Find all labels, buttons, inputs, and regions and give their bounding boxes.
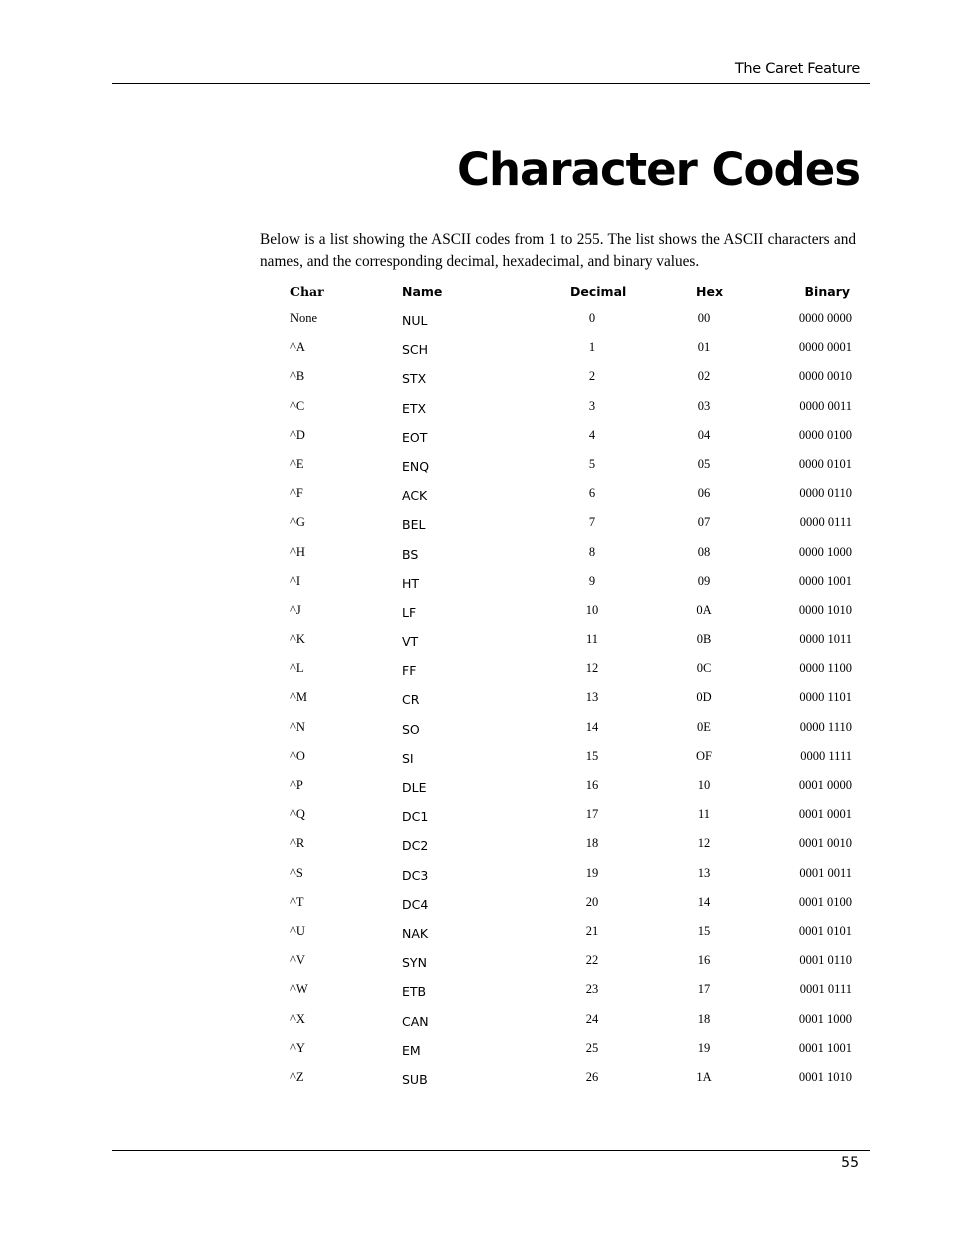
cell-name: SO — [402, 721, 420, 737]
table-row — [0, 690, 954, 719]
cell-name: BS — [402, 546, 419, 562]
cell-name: DC4 — [402, 896, 429, 912]
table-row — [0, 428, 954, 457]
cell-char: ^A — [290, 340, 305, 355]
cell-hex: 08 — [697, 544, 711, 559]
table-row — [0, 486, 954, 515]
table-row — [0, 895, 954, 924]
table-row — [0, 924, 954, 953]
cell-char: ^S — [290, 865, 303, 880]
cell-decimal: 10 — [585, 602, 599, 617]
cell-name: CAN — [402, 1013, 429, 1029]
cell-name: SYN — [402, 955, 427, 971]
table-row — [0, 982, 954, 1011]
table-row — [0, 340, 954, 369]
cell-binary: 0000 1110 — [799, 719, 852, 734]
cell-hex: 12 — [697, 836, 711, 851]
cell-hex: OF — [696, 748, 712, 763]
cell-name: DC1 — [402, 809, 429, 825]
table-row — [0, 749, 954, 778]
cell-decimal: 3 — [588, 398, 596, 413]
cell-char: ^W — [290, 982, 308, 997]
table-header — [0, 284, 954, 304]
cell-char: ^G — [290, 515, 305, 530]
footer-rule — [112, 1150, 870, 1151]
cell-char: ^B — [290, 369, 305, 384]
cell-char: ^X — [290, 1011, 305, 1026]
cell-hex: 0A — [696, 602, 712, 617]
column-header-name: Name — [402, 284, 443, 299]
cell-decimal: 25 — [585, 1040, 599, 1055]
table-row — [0, 661, 954, 690]
cell-hex: 11 — [697, 807, 711, 822]
column-header-char: Char — [290, 284, 324, 299]
cell-decimal: 16 — [585, 778, 599, 792]
cell-hex: 18 — [697, 1011, 711, 1026]
cell-decimal: 19 — [585, 865, 599, 880]
cell-decimal: 12 — [585, 661, 599, 676]
cell-char: ^D — [290, 427, 305, 442]
cell-decimal: 15 — [585, 748, 599, 763]
cell-decimal: 1 — [588, 340, 596, 355]
cell-binary: 0001 0011 — [799, 865, 852, 880]
table-row — [0, 1041, 954, 1070]
cell-hex: 13 — [697, 865, 711, 880]
cell-hex: 0E — [697, 719, 711, 734]
cell-name: STX — [402, 371, 427, 387]
cell-name: DLE — [402, 780, 427, 795]
cell-decimal: 5 — [588, 456, 596, 471]
cell-binary: 0000 1000 — [798, 544, 852, 559]
cell-name: SCH — [402, 342, 429, 358]
cell-hex: 01 — [697, 340, 711, 355]
cell-char: ^H — [290, 544, 305, 559]
cell-hex: 19 — [697, 1040, 711, 1055]
table-row — [0, 574, 954, 603]
table-row — [0, 836, 954, 865]
cell-binary: 0000 0110 — [799, 486, 852, 501]
cell-hex: 0C — [696, 661, 712, 676]
cell-char: ^K — [290, 632, 305, 647]
cell-name: NAK — [402, 925, 429, 941]
table-row — [0, 457, 954, 486]
cell-decimal: 14 — [585, 719, 599, 734]
table-row — [0, 778, 954, 807]
cell-name: ENQ — [402, 458, 430, 474]
cell-char: ^Q — [290, 807, 305, 822]
cell-binary: 0000 1010 — [798, 602, 852, 617]
cell-hex: 06 — [697, 486, 711, 501]
cell-binary: 0001 0010 — [798, 836, 852, 851]
table-row — [0, 1012, 954, 1041]
cell-name: ETX — [402, 400, 427, 416]
cell-hex: 10 — [697, 778, 711, 792]
cell-decimal: 9 — [588, 573, 596, 588]
cell-decimal: 21 — [585, 923, 599, 938]
cell-hex: 15 — [697, 923, 711, 938]
column-header-hex: Hex — [696, 284, 724, 299]
cell-decimal: 13 — [585, 690, 599, 705]
cell-hex: 07 — [697, 515, 711, 530]
cell-char: ^R — [290, 836, 305, 851]
table-row — [0, 807, 954, 836]
cell-name: SUB — [402, 1071, 428, 1087]
cell-binary: 0000 0101 — [798, 456, 852, 471]
table-row — [0, 720, 954, 749]
header-rule — [112, 83, 870, 84]
cell-binary: 0000 1101 — [799, 690, 852, 705]
cell-binary: 0001 0100 — [798, 894, 852, 909]
column-header-decimal: Decimal — [570, 284, 627, 299]
cell-char: ^N — [290, 719, 305, 734]
cell-name: DC3 — [402, 867, 429, 883]
cell-decimal: 24 — [585, 1011, 599, 1026]
cell-binary: 0001 0001 — [798, 807, 852, 822]
cell-name: VT — [402, 634, 419, 650]
table-row — [0, 1070, 954, 1099]
cell-hex: 00 — [697, 311, 711, 325]
cell-hex: 09 — [697, 573, 711, 588]
cell-binary: 0000 1100 — [799, 661, 852, 676]
cell-hex: 02 — [697, 369, 711, 384]
cell-binary: 0000 0001 — [798, 340, 852, 355]
cell-binary: 0001 0101 — [798, 923, 852, 938]
cell-char: ^T — [290, 894, 304, 909]
cell-hex: 17 — [697, 982, 711, 997]
cell-binary: 0000 0000 — [798, 311, 852, 325]
cell-char: ^Y — [290, 1040, 305, 1055]
cell-char: ^F — [290, 486, 303, 501]
cell-decimal: 7 — [588, 515, 596, 530]
cell-name: EOT — [402, 429, 428, 445]
cell-char: ^U — [290, 923, 305, 938]
cell-char: ^M — [290, 690, 307, 705]
cell-char: ^C — [290, 398, 305, 413]
cell-name: ACK — [402, 488, 428, 504]
cell-hex: 1A — [696, 1069, 712, 1084]
cell-char: ^E — [290, 456, 304, 471]
cell-decimal: 6 — [588, 486, 596, 501]
cell-char: ^I — [290, 573, 301, 588]
cell-binary: 0000 1111 — [800, 748, 852, 763]
cell-char: ^O — [290, 748, 305, 763]
column-header-binary: Binary — [804, 284, 850, 299]
table-row — [0, 632, 954, 661]
character-code-table — [0, 311, 954, 1099]
cell-binary: 0000 0011 — [799, 398, 852, 413]
cell-name: CR — [402, 692, 420, 708]
cell-decimal: 18 — [585, 836, 599, 851]
cell-binary: 0001 0000 — [798, 778, 852, 792]
cell-char: ^L — [290, 661, 304, 676]
cell-char: ^P — [290, 778, 303, 792]
cell-hex: 16 — [697, 953, 711, 968]
cell-hex: 04 — [697, 427, 711, 442]
cell-binary: 0001 1000 — [798, 1011, 852, 1026]
cell-hex: 14 — [697, 894, 711, 909]
cell-hex: 0B — [696, 632, 712, 647]
cell-binary: 0000 0010 — [798, 369, 852, 384]
cell-name: DC2 — [402, 838, 429, 854]
table-row — [0, 369, 954, 398]
table-row — [0, 545, 954, 574]
cell-decimal: 4 — [588, 427, 596, 442]
table-row — [0, 399, 954, 428]
cell-hex: 05 — [697, 456, 711, 471]
cell-decimal: 23 — [585, 982, 599, 997]
table-row — [0, 603, 954, 632]
cell-binary: 0000 0111 — [799, 515, 852, 530]
cell-decimal: 26 — [585, 1069, 599, 1084]
cell-decimal: 22 — [585, 953, 599, 968]
cell-char: ^Z — [290, 1069, 304, 1084]
table-row — [0, 953, 954, 982]
cell-decimal: 8 — [588, 544, 596, 559]
cell-name: EM — [402, 1042, 421, 1058]
cell-binary: 0000 1011 — [799, 632, 852, 647]
cell-decimal: 20 — [585, 894, 599, 909]
cell-name: HT — [402, 575, 420, 591]
cell-name: ETB — [402, 984, 427, 1000]
cell-binary: 0001 0111 — [799, 982, 852, 997]
cell-name: BEL — [402, 517, 426, 533]
cell-binary: 0001 0110 — [799, 953, 852, 968]
cell-hex: 03 — [697, 398, 711, 413]
cell-name: NUL — [402, 313, 428, 328]
cell-binary: 0001 1001 — [798, 1040, 852, 1055]
table-row — [0, 866, 954, 895]
table-row — [0, 311, 954, 340]
table-row — [0, 515, 954, 544]
cell-decimal: 11 — [585, 632, 599, 647]
cell-hex: 0D — [696, 690, 712, 705]
cell-char: ^J — [290, 602, 301, 617]
intro-paragraph: Below is a list showing the ASCII codes from 1 to 255. The list shows the ASCII characters and names, and the corresponding decimal, hexadecimal, and binary values. — [260, 231, 856, 270]
cell-decimal: 2 — [588, 369, 596, 384]
running-header: The Caret Feature — [734, 61, 860, 77]
page-title: Character Codes — [456, 143, 860, 196]
cell-decimal: 17 — [585, 807, 599, 822]
cell-decimal: 0 — [588, 311, 596, 325]
cell-name: LF — [402, 604, 417, 620]
cell-binary: 0000 1001 — [798, 573, 852, 588]
cell-name: SI — [402, 750, 414, 766]
page-number: 55 — [841, 1155, 859, 1171]
cell-name: FF — [402, 663, 417, 679]
cell-binary: 0000 0100 — [798, 427, 852, 442]
cell-binary: 0001 1010 — [798, 1069, 852, 1084]
cell-char: None — [290, 311, 318, 325]
cell-char: ^V — [290, 953, 305, 968]
